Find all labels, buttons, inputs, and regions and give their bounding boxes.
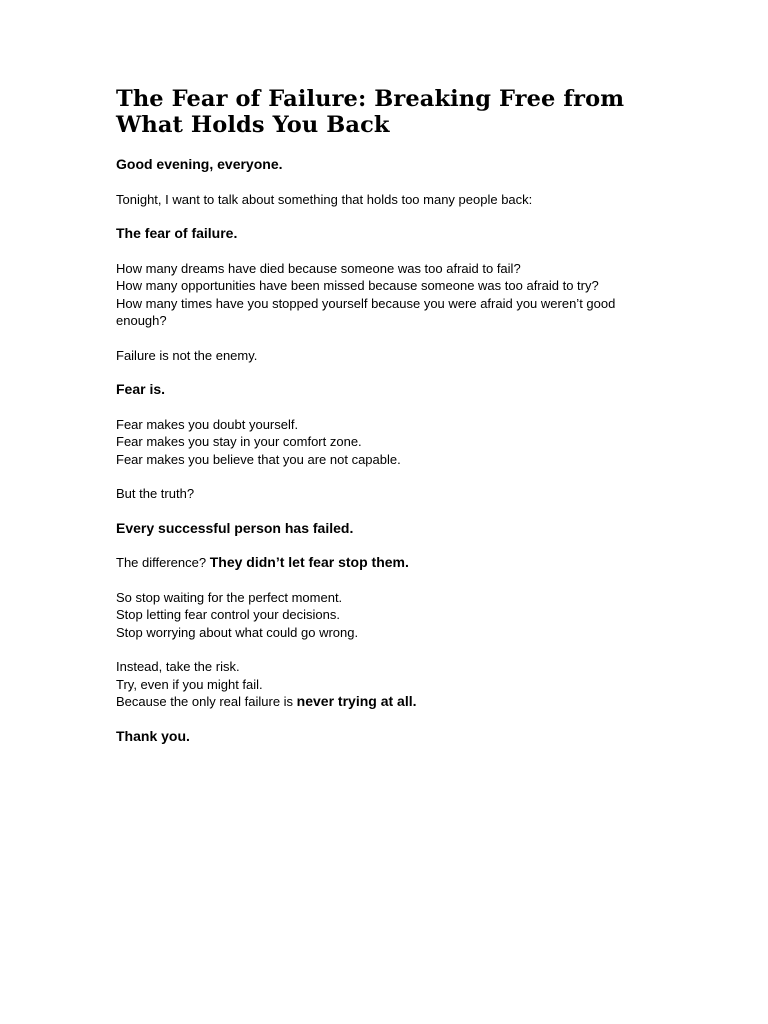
fear-line: Fear makes you doubt yourself. bbox=[116, 416, 299, 432]
document-page bbox=[116, 86, 656, 762]
question-line: How many dreams have died because someone was too afraid to fail? bbox=[116, 260, 521, 276]
questions-paragraph bbox=[116, 260, 656, 330]
document-title: The Fear of Failure: Breaking Free from What Holds You Back bbox=[116, 86, 625, 138]
intro-paragraph: Tonight, I want to talk about something that holds too many people back: bbox=[116, 191, 533, 207]
stop-line: Stop letting fear control your decisions. bbox=[116, 607, 341, 622]
stop-lines-paragraph bbox=[116, 589, 656, 642]
stop-line: Stop worrying about what could go wrong. bbox=[116, 624, 359, 640]
question-line: How many opportunities have been missed because someone was too afraid to try? bbox=[116, 278, 599, 293]
question-line: How many times have you stopped yourself because you were afraid you weren’t good enough? bbox=[116, 295, 616, 328]
but-truth-paragraph: But the truth? bbox=[116, 486, 195, 501]
closing-thanks: Thank you. bbox=[116, 727, 190, 744]
instead-line: Try, even if you might fail. bbox=[116, 676, 263, 692]
difference-paragraph bbox=[116, 554, 656, 572]
greeting: Good evening, everyone. bbox=[116, 156, 283, 172]
fear-lines-paragraph bbox=[116, 416, 656, 469]
because-lead: Because the only real failure is bbox=[116, 694, 294, 709]
because-line bbox=[116, 693, 656, 711]
because-emphasis: never trying at all. bbox=[296, 693, 417, 709]
fear-line: Fear makes you stay in your comfort zone. bbox=[116, 434, 362, 449]
fear-is-statement: Fear is. bbox=[116, 381, 166, 397]
stop-line: So stop waiting for the perfect moment. bbox=[116, 589, 343, 605]
fear-line: Fear makes you believe that you are not capable. bbox=[116, 451, 401, 467]
topic-statement: The fear of failure. bbox=[116, 225, 238, 241]
difference-emphasis: They didn’t let fear stop them. bbox=[209, 554, 409, 570]
instead-paragraph bbox=[116, 658, 656, 711]
every-successful-statement: Every successful person has failed. bbox=[116, 519, 354, 536]
instead-line: Instead, take the risk. bbox=[116, 659, 240, 674]
not-enemy-paragraph: Failure is not the enemy. bbox=[116, 347, 258, 363]
difference-lead: The difference? bbox=[116, 555, 207, 570]
